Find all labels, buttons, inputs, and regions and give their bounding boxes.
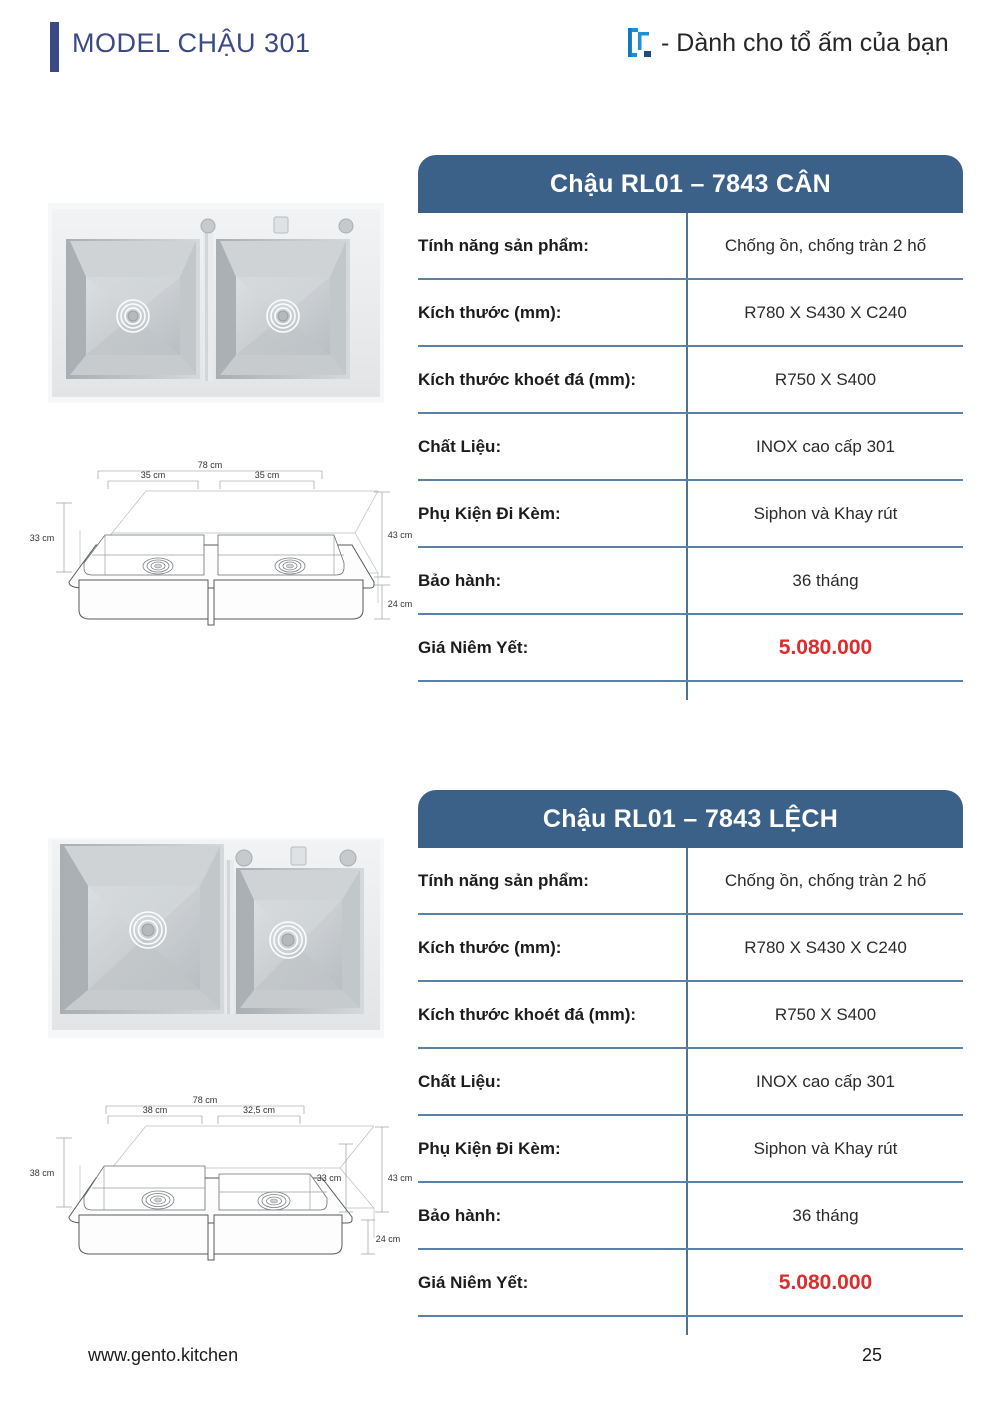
page-title: MODEL CHẬU 301 <box>72 28 311 58</box>
row-label: Tính năng sản phẩm: <box>418 213 688 278</box>
table-row-price <box>418 615 963 682</box>
dim-right-bowl: 32,5 cm <box>242 1105 276 1115</box>
sink-diagram-offset <box>22 1070 412 1270</box>
row-label: Phụ Kiện Đi Kèm: <box>418 1116 688 1181</box>
spec-table-title-1: Chậu RL01 – 7843 CÂN <box>418 155 963 213</box>
dim-outer-depth: 43 cm <box>387 1173 412 1183</box>
row-label: Chất Liệu: <box>418 1049 688 1114</box>
brand-tagline: - Dành cho tổ ấm của bạn <box>661 28 949 57</box>
dim-outer-depth: 43 cm <box>387 530 412 540</box>
row-label: Giá Niêm Yết: <box>418 615 688 680</box>
row-value: Siphon và Khay rút <box>753 503 898 523</box>
table-row <box>418 982 963 1049</box>
faucet-icon <box>625 26 655 60</box>
row-value: INOX cao cấp 301 <box>756 1071 895 1091</box>
table-row <box>418 1049 963 1116</box>
dim-inner-depth: 38 cm <box>29 1168 55 1178</box>
dim-height: 24 cm <box>387 599 412 609</box>
table-row <box>418 481 963 548</box>
spec-rows-1 <box>418 213 963 700</box>
spec-table-1 <box>418 155 963 700</box>
sink-photo-symmetric <box>48 203 384 403</box>
row-label: Giá Niêm Yết: <box>418 1250 688 1315</box>
table-row <box>418 1183 963 1250</box>
row-label: Phụ Kiện Đi Kèm: <box>418 481 688 546</box>
table-tail <box>418 682 963 700</box>
dim-inner-depth-2: 33 cm <box>316 1173 342 1183</box>
dim-total-width: 78 cm <box>192 1095 218 1105</box>
row-label: Bảo hành: <box>418 548 688 613</box>
spec-rows-2 <box>418 848 963 1335</box>
page-footer <box>0 1345 1000 1395</box>
header-accent-bar <box>50 22 59 72</box>
dim-inner-depth: 33 cm <box>29 533 55 543</box>
price-value: 5.080.000 <box>778 1270 873 1294</box>
row-value: INOX cao cấp 301 <box>756 436 895 456</box>
row-label: Kích thước khoét đá (mm): <box>418 982 688 1047</box>
dim-right-bowl: 35 cm <box>254 470 280 480</box>
table-row <box>418 1116 963 1183</box>
table-row <box>418 548 963 615</box>
price-value: 5.080.000 <box>778 635 873 659</box>
row-value: R750 X S400 <box>774 369 877 389</box>
dim-total-width: 78 cm <box>197 460 223 470</box>
row-label: Bảo hành: <box>418 1183 688 1248</box>
spec-table-title-2: Chậu RL01 – 7843 LỆCH <box>418 790 963 848</box>
table-row <box>418 347 963 414</box>
row-label: Kích thước (mm): <box>418 280 688 345</box>
row-value: Chống ồn, chống tràn 2 hố <box>724 235 927 255</box>
table-row <box>418 213 963 280</box>
brand-block <box>625 26 949 60</box>
row-value: Siphon và Khay rút <box>753 1138 898 1158</box>
row-value: 36 tháng <box>792 1205 859 1225</box>
page-header <box>0 0 1000 100</box>
row-label: Chất Liệu: <box>418 414 688 479</box>
row-value: R780 X S430 X C240 <box>744 302 907 322</box>
dim-left-bowl: 38 cm <box>142 1105 168 1115</box>
table-row <box>418 414 963 481</box>
row-value: 36 tháng <box>792 570 859 590</box>
page-number: 25 <box>862 1345 883 1365</box>
table-row-price <box>418 1250 963 1317</box>
dim-height: 24 cm <box>375 1234 401 1244</box>
row-label: Tính năng sản phẩm: <box>418 848 688 913</box>
row-label: Kích thước (mm): <box>418 915 688 980</box>
footer-website[interactable]: www.gento.kitchen <box>88 1345 239 1365</box>
spec-table-2 <box>418 790 963 1335</box>
row-label: Kích thước khoét đá (mm): <box>418 347 688 412</box>
table-tail <box>418 1317 963 1335</box>
sink-diagram-symmetric <box>22 435 412 635</box>
table-row <box>418 848 963 915</box>
dim-left-bowl: 35 cm <box>140 470 166 480</box>
row-value: R750 X S400 <box>774 1004 877 1024</box>
table-row <box>418 915 963 982</box>
row-value: Chống ồn, chống tràn 2 hố <box>724 870 927 890</box>
sink-photo-offset <box>48 838 384 1038</box>
row-value: R780 X S430 X C240 <box>744 937 907 957</box>
table-row <box>418 280 963 347</box>
